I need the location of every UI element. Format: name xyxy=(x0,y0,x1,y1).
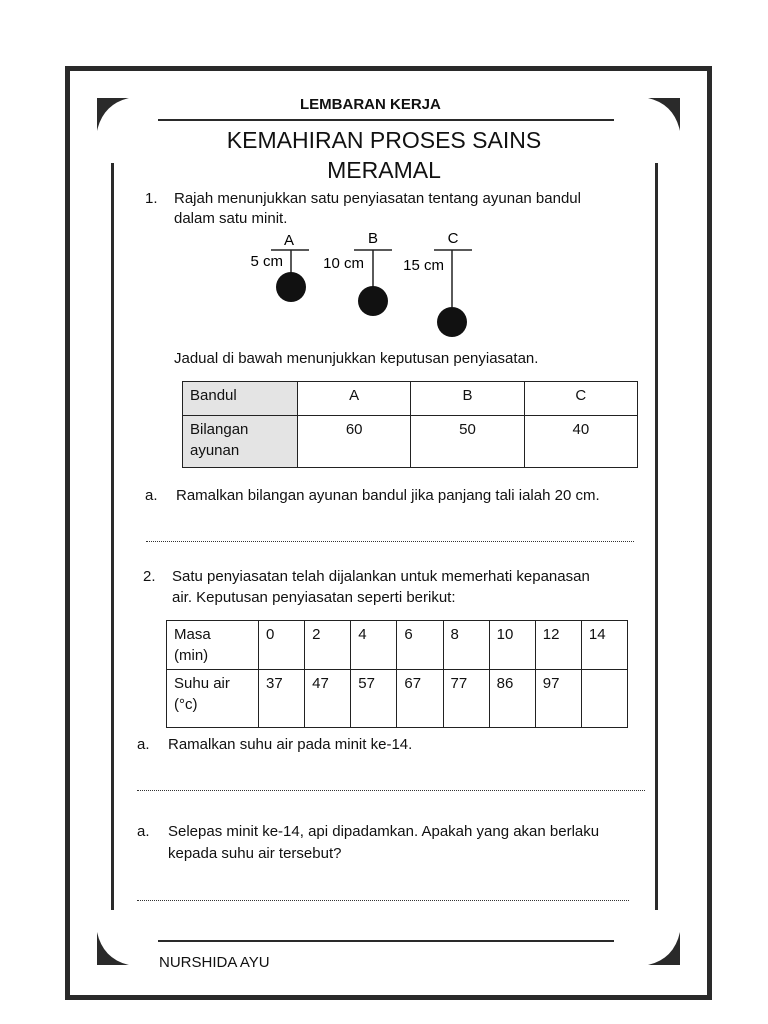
header-rule xyxy=(158,119,614,121)
pendulum-c-length: 15 cm xyxy=(403,257,444,274)
q1-table-intro: Jadual di bawah menunjukkan keputusan penyiasatan. xyxy=(174,350,539,367)
table-cell: 47 xyxy=(305,670,351,728)
table-cell: 77 xyxy=(443,670,489,728)
q2b-text-line1: Selepas minit ke-14, api dipadamkan. Apakah yang akan berlaku xyxy=(168,823,600,840)
q1-text-line2: dalam satu minit. xyxy=(174,210,288,227)
row-label-line2: (°c) xyxy=(174,696,198,713)
q2a-answer-line[interactable] xyxy=(137,790,645,791)
q1-text-line1: Rajah menunjukkan satu penyiasatan tentang ayunan bandul xyxy=(174,190,581,207)
table-cell: A xyxy=(298,382,411,416)
pendulum-a-label: A xyxy=(283,232,295,249)
table-cell: 60 xyxy=(298,416,411,468)
pendulum-diagram xyxy=(230,228,480,343)
q2b-letter: a. xyxy=(137,823,150,840)
table-cell: 0 xyxy=(259,621,305,670)
table-row xyxy=(183,416,638,468)
pendulum-c-bob xyxy=(437,307,467,337)
table-cell: 14 xyxy=(581,621,627,670)
table-cell[interactable] xyxy=(581,670,627,728)
q2b-answer-line[interactable] xyxy=(137,900,629,901)
row-label-line1: Masa xyxy=(174,626,211,643)
table-cell: 6 xyxy=(397,621,443,670)
right-side-rule xyxy=(655,163,658,910)
table-cell: 10 xyxy=(489,621,535,670)
q1a-letter: a. xyxy=(145,487,158,504)
q1a-text: Ramalkan bilangan ayunan bandul jika panjang tali ialah 20 cm. xyxy=(176,487,600,504)
pendulum-results-table xyxy=(182,381,638,468)
table-cell: 67 xyxy=(397,670,443,728)
corner-bottom-right xyxy=(648,932,680,965)
author-name: NURSHIDA AYU xyxy=(159,954,270,971)
q2-text-line2: air. Keputusan penyiasatan seperti berikut: xyxy=(172,589,456,606)
table-cell: 2 xyxy=(305,621,351,670)
table-cell: 50 xyxy=(411,416,524,468)
table-cell: 57 xyxy=(351,670,397,728)
pendulum-c-label: C xyxy=(447,230,459,247)
table-cell: 12 xyxy=(535,621,581,670)
pendulum-b-bob xyxy=(358,286,388,316)
water-temperature-table xyxy=(166,620,628,728)
pendulum-a xyxy=(250,232,309,302)
pendulum-c xyxy=(403,230,472,337)
corner-bottom-left xyxy=(97,932,129,965)
page-subtitle: MERAMAL xyxy=(327,157,441,183)
table-cell: 37 xyxy=(259,670,305,728)
q1a-answer-line[interactable] xyxy=(146,541,634,542)
table-cell: B xyxy=(411,382,524,416)
pendulum-b-length: 10 cm xyxy=(323,255,364,272)
q1-number: 1. xyxy=(145,190,158,207)
table-cell xyxy=(183,416,298,468)
table-cell: C xyxy=(524,382,637,416)
footer-rule xyxy=(158,940,614,942)
table-cell: 40 xyxy=(524,416,637,468)
row-label-line1: Bilangan xyxy=(190,421,249,438)
table-row xyxy=(167,670,628,728)
table-cell xyxy=(167,621,259,670)
q2-number: 2. xyxy=(143,568,156,585)
table-cell: Bandul xyxy=(183,382,298,416)
table-cell: 4 xyxy=(351,621,397,670)
table-cell: 97 xyxy=(535,670,581,728)
pendulum-b xyxy=(323,230,392,316)
q2a-letter: a. xyxy=(137,736,150,753)
pendulum-a-bob xyxy=(276,272,306,302)
table-cell: 8 xyxy=(443,621,489,670)
table-cell xyxy=(167,670,259,728)
row-label-line1: Suhu air xyxy=(174,675,230,692)
left-side-rule xyxy=(111,163,114,910)
q2b-text-line2: kepada suhu air tersebut? xyxy=(168,845,342,862)
q2a-text: Ramalkan suhu air pada minit ke-14. xyxy=(168,736,413,753)
q2-text-line1: Satu penyiasatan telah dijalankan untuk memerhati kepanasan xyxy=(172,568,590,585)
table-cell: 86 xyxy=(489,670,535,728)
pendulum-a-length: 5 cm xyxy=(250,253,283,270)
worksheet-label: LEMBARAN KERJA xyxy=(300,96,441,113)
row-label-line2: (min) xyxy=(174,647,209,664)
pendulum-b-label: B xyxy=(367,230,379,247)
page-title: KEMAHIRAN PROSES SAINS xyxy=(226,127,542,153)
table-row xyxy=(183,382,638,416)
row-label-line2: ayunan xyxy=(190,442,240,459)
table-row xyxy=(167,621,628,670)
